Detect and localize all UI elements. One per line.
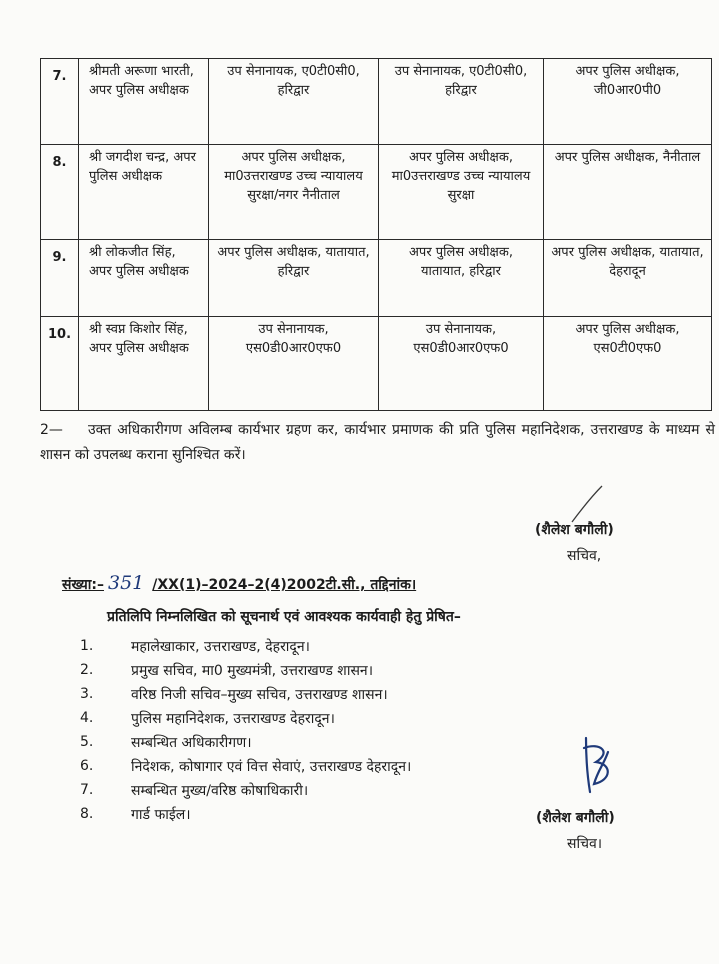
item-text: गार्ड फाईल।: [131, 806, 191, 823]
paragraph-2: [40, 418, 715, 468]
current-post: अपर पुलिस अधीक्षक, यातायात, हरिद्वार: [209, 240, 379, 317]
item-number: 1.: [80, 638, 94, 654]
serial-number: 8.: [41, 145, 79, 240]
list-item: [80, 802, 411, 826]
new-post: अपर पुलिस अधीक्षक, एस0टी0एफ0: [544, 317, 712, 411]
paragraph-text: उक्त अधिकारीगण अविलम्ब कार्यभार ग्रहण कर, कार्यभार प्रमाणक की प्रति पुलिस महानिदेशक, उत्तराखण्ड के माध्यम से शासन को उपलब्ध कराना सुनिश्चित करें।: [40, 422, 715, 463]
item-text: वरिष्ठ निजी सचिव–मुख्य सचिव, उत्तराखण्ड शासन।: [131, 686, 388, 703]
table-row: [41, 145, 712, 240]
copy-intro: प्रतिलिपि निम्नलिखित को सूचनार्थ एवं आवश्यक कार्यवाही हेतु प्रेषित–: [107, 609, 461, 625]
item-number: 4.: [80, 710, 94, 726]
relieved-post: उप सेनानायक, ए0टी0सी0, हरिद्वार: [379, 59, 544, 145]
item-number: 8.: [80, 806, 94, 822]
reference-label: संख्या:–: [62, 577, 104, 593]
item-number: 3.: [80, 686, 94, 702]
signatory-name: (शैलेश बगौली): [535, 522, 614, 538]
table-row: [41, 240, 712, 317]
list-item: [80, 778, 411, 802]
list-item: [80, 682, 411, 706]
list-item: [80, 706, 411, 730]
serial-number: 9.: [41, 240, 79, 317]
reference-number: [62, 572, 416, 594]
officer-name: श्री जगदीश चन्द्र, अपर पुलिस अधीक्षक: [79, 145, 209, 240]
new-post: अपर पुलिस अधीक्षक, नैनीताल: [544, 145, 712, 240]
serial-number: 7.: [41, 59, 79, 145]
item-text: सम्बन्धित अधिकारीगण।: [131, 734, 252, 751]
new-post: अपर पुलिस अधीक्षक, जी0आर0पी0: [544, 59, 712, 145]
copy-list: [80, 634, 411, 826]
officer-name: श्रीमती अरूणा भारती, अपर पुलिस अधीक्षक: [79, 59, 209, 145]
serial-number: 10.: [41, 317, 79, 411]
transfer-table: [40, 58, 712, 411]
item-text: निदेशक, कोषागार एवं वित्त सेवाएं, उत्तराखण्ड देहरादून।: [131, 758, 412, 775]
signatory-designation: सचिव,: [567, 548, 602, 564]
signatory-designation: सचिव।: [567, 836, 603, 852]
current-post: अपर पुलिस अधीक्षक, मा0उत्तराखण्ड उच्च न्यायालय सुरक्षा/नगर नैनीताल: [209, 145, 379, 240]
new-post: अपर पुलिस अधीक्षक, यातायात, देहरादून: [544, 240, 712, 317]
relieved-post: अपर पुलिस अधीक्षक, मा0उत्तराखण्ड उच्च न्यायालय सुरक्षा: [379, 145, 544, 240]
list-item: [80, 658, 411, 682]
list-item: [80, 730, 411, 754]
relieved-post: उप सेनानायक, एस0डी0आर0एफ0: [379, 317, 544, 411]
paragraph-number: 2—: [40, 422, 63, 438]
item-number: 2.: [80, 662, 94, 678]
current-post: उप सेनानायक, ए0टी0सी0, हरिद्वार: [209, 59, 379, 145]
item-text: महालेखाकार, उत्तराखण्ड, देहरादून।: [131, 638, 310, 655]
item-text: प्रमुख सचिव, मा0 मुख्यमंत्री, उत्तराखण्ड शासन।: [131, 662, 373, 679]
list-item: [80, 754, 411, 778]
item-number: 6.: [80, 758, 94, 774]
officer-name: श्री लोकजीत सिंह, अपर पुलिस अधीक्षक: [79, 240, 209, 317]
signature-stroke-1: [572, 486, 602, 522]
current-post: उप सेनानायक, एस0डी0आर0एफ0: [209, 317, 379, 411]
table-row: [41, 59, 712, 145]
item-text: पुलिस महानिदेशक, उत्तराखण्ड देहरादून।: [131, 710, 335, 727]
signatory-name: (शैलेश बगौली): [536, 810, 615, 826]
item-number: 5.: [80, 734, 94, 750]
signature-stroke-2: [584, 738, 608, 792]
officer-name: श्री स्वप्न किशोर सिंह, अपर पुलिस अधीक्षक: [79, 317, 209, 411]
list-item: [80, 634, 411, 658]
table-row: [41, 317, 712, 411]
item-number: 7.: [80, 782, 94, 798]
item-text: सम्बन्धित मुख्य/वरिष्ठ कोषाधिकारी।: [131, 782, 309, 799]
relieved-post: अपर पुलिस अधीक्षक, यातायात, हरिद्वार: [379, 240, 544, 317]
reference-code: /XX(1)–2024–2(4)2002टी.सी., तद्दिनांक।: [152, 577, 417, 593]
handwritten-number: 351: [108, 572, 145, 594]
